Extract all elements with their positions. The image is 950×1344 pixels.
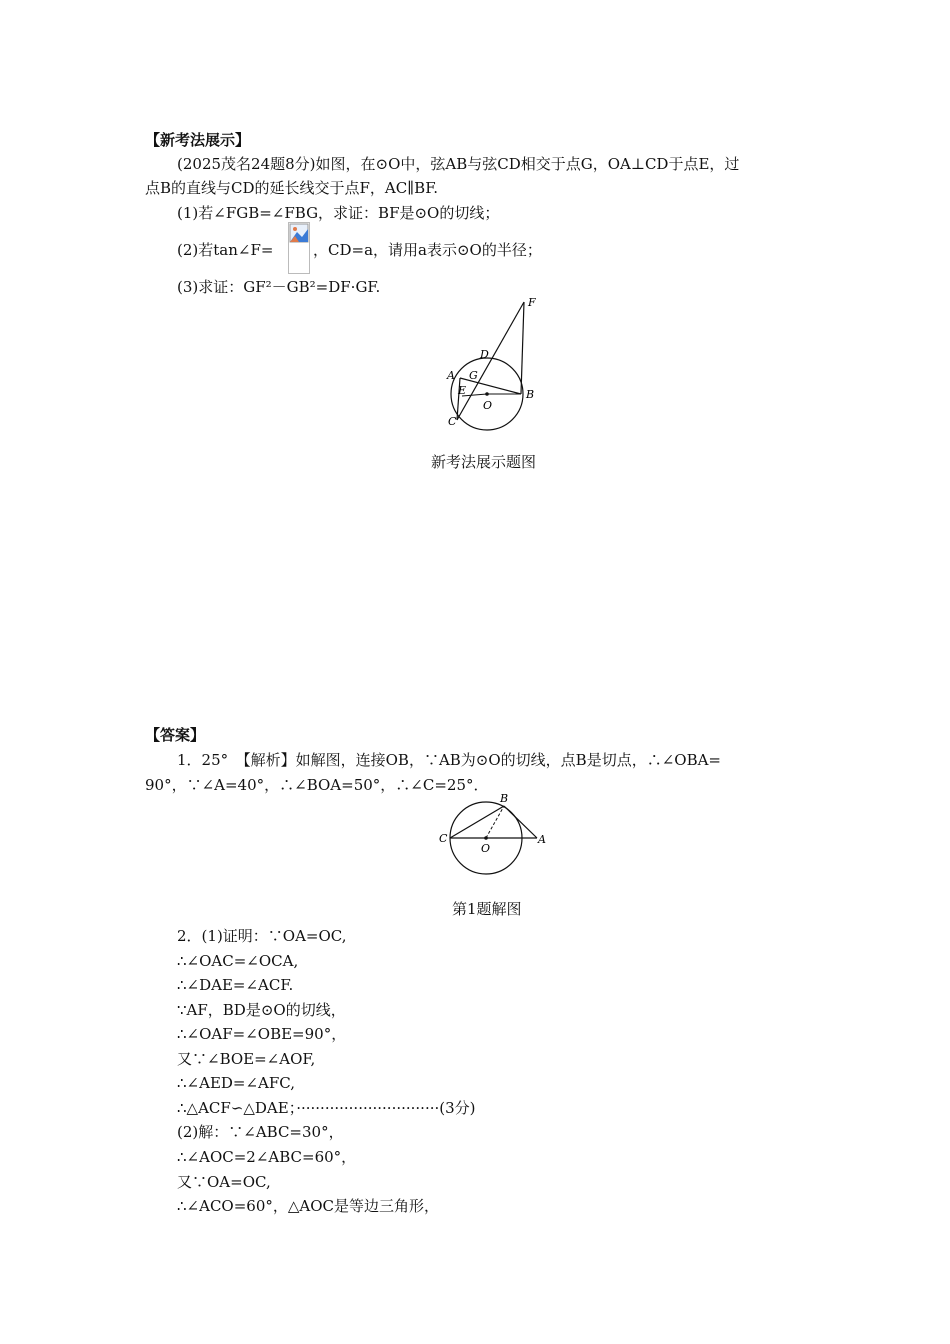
answer-2-line: 又∵∠BOE=∠AOF, (177, 1050, 316, 1068)
tangent-ab (504, 806, 537, 838)
answer-1-line-1: 1．25° 【解析】如解图，连接OB，∵AB为⊙O的切线，点B是切点，∴∠OBA= (177, 751, 721, 769)
answer-2-line: ∴∠DAE=∠ACF. (177, 976, 294, 994)
label-c: C (448, 415, 457, 428)
fraction-image-placeholder (288, 222, 310, 274)
answer-2-line: ∴∠OAC=∠OCA, (177, 952, 299, 970)
answer-2-line: ∴∠AED=∠AFC, (177, 1074, 296, 1092)
answer-2-line: 又∵OA=OC, (177, 1173, 271, 1191)
label-g: G (469, 369, 478, 382)
question-2-suffix: ，CD=a，请用a表示⊙O的半径； (313, 241, 542, 259)
center-point-o (485, 392, 489, 396)
label-o: O (481, 842, 491, 855)
label-b: B (526, 388, 535, 401)
answer-2-line: ∵AF，BD是⊙O的切线， (177, 1001, 346, 1019)
problem-intro-line-1: (2025茂名24题8分)如图，在⊙O中，弦AB与弦CD相交于点G，OA⊥CD于点E，过 (177, 155, 740, 173)
answer-2-line: ∴△ACF∽△DAE；······························(3分) (177, 1099, 476, 1117)
label-e: E (458, 384, 467, 397)
answer-2-line: ∴∠ACO=60°，△AOC是等边三角形， (177, 1197, 440, 1215)
label-a: A (538, 833, 546, 846)
answer-2-line: ∴∠OAF=∠OBE=90°， (177, 1025, 347, 1043)
question-3: (3)求证：GF²－GB²=DF·GF. (177, 278, 381, 296)
answers-heading: 【答案】 (145, 726, 206, 744)
question-1: (1)若∠FGB=∠FBG，求证：BF是⊙O的切线； (177, 204, 500, 222)
figure-caption-solution-1: 第1题解图 (452, 900, 522, 918)
line-cb (450, 806, 504, 838)
answer-1-line-2: 90°，∵∠A=40°，∴∠BOA=50°，∴∠C=25°． (145, 776, 489, 794)
figure-caption-problem: 新考法展示题图 (431, 453, 537, 471)
label-o: O (483, 399, 493, 412)
section-heading-new-method: 【新考法展示】 (145, 131, 251, 149)
answer-2-line: 2．(1)证明：∵OA=OC, (177, 927, 347, 945)
answer-2-line: (2)解：∵∠ABC=30°， (177, 1123, 344, 1141)
label-c: C (439, 832, 448, 845)
line-bf (521, 302, 524, 394)
label-b: B (500, 792, 509, 805)
label-a: A (447, 369, 455, 382)
geometry-figure-problem (440, 292, 550, 437)
question-2-prefix: (2)若tan∠F= (177, 241, 274, 259)
answer-2-line: ∴∠AOC=2∠ABC=60°， (177, 1148, 357, 1166)
label-d: D (480, 348, 489, 361)
label-f: F (528, 296, 536, 309)
problem-intro-line-2: 点B的直线与CD的延长线交于点F，AC∥BF. (145, 179, 439, 197)
broken-image-icon (289, 223, 309, 243)
geometry-figure-solution-1 (436, 790, 551, 875)
center-point-o (484, 836, 488, 840)
